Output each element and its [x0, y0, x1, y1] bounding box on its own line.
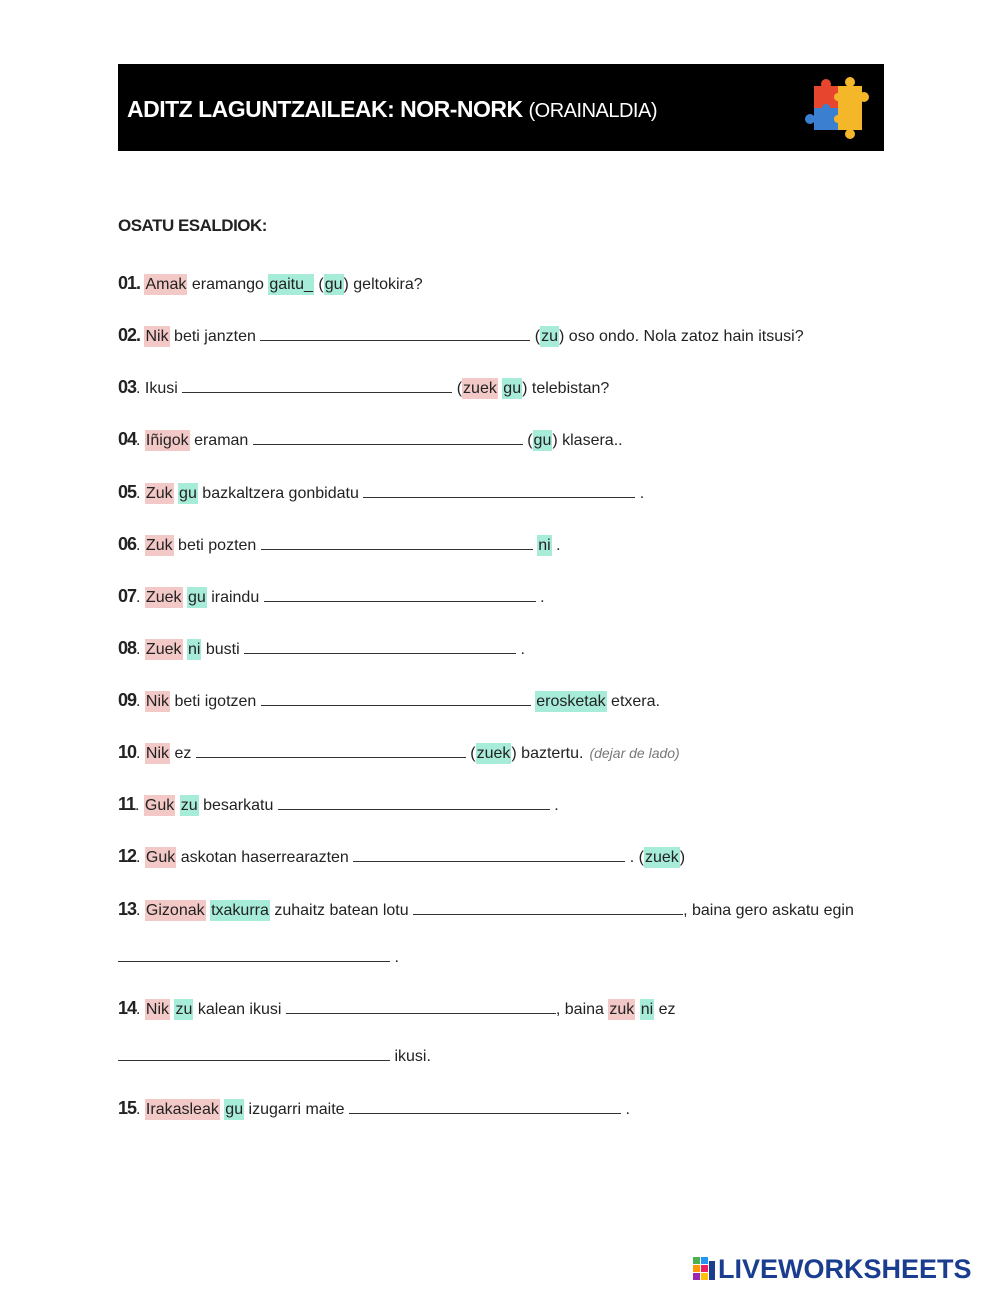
object-highlight: txakurra [211, 902, 269, 919]
sentence-text: . [136, 849, 145, 866]
object-highlight: ni [640, 1001, 654, 1018]
sentence-text: ez [654, 1001, 676, 1018]
subject-highlight: Gizonak [145, 902, 205, 919]
sentence-text: ) [679, 849, 686, 866]
title-banner [118, 64, 884, 151]
subject-highlight: Amak [145, 276, 187, 293]
sentence-text: . Ikusi [136, 380, 183, 397]
sentence-text: . [136, 693, 145, 710]
sentence-01 [118, 273, 423, 294]
sentence-text: . [136, 745, 145, 762]
worksheet-title [127, 96, 657, 123]
object-highlight: zu [541, 328, 559, 345]
sentence-text: . [136, 1001, 145, 1018]
sentence-text: ) klasera.. [552, 432, 623, 449]
sentence-05 [118, 482, 644, 503]
answer-blank[interactable] [413, 906, 683, 915]
sentence-text: beti janzten [169, 328, 261, 345]
answer-blank[interactable] [253, 436, 523, 445]
subject-highlight: Guk [145, 849, 176, 866]
sentence-12 [118, 846, 685, 867]
object-highlight: gu [187, 589, 206, 606]
brand-name: LIVEWORKSHEETS [718, 1253, 972, 1284]
sentence-number: 13 [118, 899, 137, 919]
sentence-14 [118, 998, 676, 1019]
answer-blank[interactable] [182, 384, 452, 393]
sentence-text: . [136, 902, 145, 919]
subject-highlight: Nik [145, 1001, 170, 1018]
sentence-number: 11 [118, 794, 136, 814]
sentence-text: etxera. [606, 693, 660, 710]
title-main: ADITZ LAGUNTZAILEAK: NOR-NORK [127, 96, 523, 122]
sentence-11 [118, 794, 559, 815]
sentence-text: ) oso ondo. Nola zatoz hain itsusi? [559, 328, 804, 345]
sentence-07 [118, 586, 545, 607]
sentence-text: ( [465, 745, 476, 762]
sentence-text: . [535, 589, 545, 606]
title-sub: (ORAINALDIA) [528, 100, 657, 122]
sentence-text: busti [201, 641, 245, 658]
object-highlight: gu [179, 485, 197, 502]
sentence-text: , baina [555, 1001, 609, 1018]
subject-highlight: Irakasleak [145, 1101, 219, 1118]
answer-blank[interactable] [286, 1005, 556, 1014]
liveworksheets-footer[interactable] [692, 1253, 972, 1285]
sentence-15 [118, 1098, 630, 1119]
answer-blank[interactable] [261, 697, 531, 706]
object-highlight: ni [187, 641, 201, 658]
sentence-text: , baina gero askatu egin [683, 902, 854, 919]
sentence-text: . [390, 949, 399, 966]
subject-highlight: Zuek [145, 589, 182, 606]
sentence-text: . ( [625, 849, 644, 866]
sentence-text: . [551, 537, 561, 554]
sentence-14-continued [118, 1048, 431, 1066]
sentence-number: 10 [118, 742, 137, 762]
answer-blank[interactable] [118, 953, 390, 962]
translation-note: (dejar de lado) [589, 745, 680, 761]
answer-blank[interactable] [278, 801, 550, 810]
sentence-text: . [549, 797, 559, 814]
sentence-number: 12 [118, 846, 137, 866]
answer-blank[interactable] [261, 541, 533, 550]
answer-field[interactable]: gaitu_ [269, 276, 313, 293]
exercise-heading: OSATU ESALDIOK: [118, 216, 267, 235]
sentence-number: 06 [118, 534, 137, 554]
sentence-text: ikusi. [390, 1048, 431, 1065]
puzzle-pieces-icon [804, 70, 874, 142]
subject-highlight: Nik [145, 328, 169, 345]
answer-blank[interactable] [118, 1052, 390, 1061]
sentence-text: besarkatu [198, 797, 278, 814]
sentence-text: . [635, 485, 645, 502]
sentence-06 [118, 534, 561, 555]
object-highlight: ni [538, 537, 551, 554]
sentence-text: ez [170, 745, 196, 762]
sentence-text: . [136, 432, 145, 449]
sentence-number: 14 [118, 998, 137, 1018]
sentence-10 [118, 742, 680, 763]
answer-blank[interactable] [264, 593, 536, 602]
subject-highlight: Zuek [145, 641, 182, 658]
sentence-02 [118, 325, 804, 346]
sentence-text: . [136, 537, 145, 554]
subject-highlight: zuk [609, 1001, 635, 1018]
sentence-text: askotan haserrearazten [176, 849, 354, 866]
sentence-13-continued [118, 949, 399, 967]
sentence-number: 04 [118, 429, 137, 449]
sentence-text: . [136, 589, 145, 606]
answer-blank[interactable] [244, 645, 516, 654]
sentence-text: beti pozten [173, 537, 261, 554]
sentence-text: iraindu [206, 589, 264, 606]
sentence-text: . [136, 1101, 145, 1118]
subject-highlight: Iñigok [145, 432, 189, 449]
subject-highlight: Guk [144, 797, 175, 814]
sentence-text: . [136, 641, 145, 658]
sentence-number: 07 [118, 586, 137, 606]
sentence-text: ) baztertu. [511, 745, 584, 762]
sentence-text: ) telebistan? [522, 380, 610, 397]
sentence-text: . [516, 641, 525, 658]
sentence-number: 15 [118, 1098, 137, 1118]
sentence-08 [118, 638, 525, 659]
object-highlight: erosketak [536, 693, 606, 710]
answer-blank[interactable] [349, 1105, 621, 1114]
answer-blank[interactable] [260, 332, 530, 341]
sentence-text: beti igotzen [170, 693, 261, 710]
object-highlight: zuek [476, 745, 511, 762]
sentence-number: 08 [118, 638, 137, 658]
sentence-text: eraman [189, 432, 253, 449]
sentence-text: ( [313, 276, 324, 293]
sentence-text: ( [530, 328, 541, 345]
sentence-number: 09 [118, 690, 137, 710]
answer-blank[interactable] [196, 749, 466, 758]
subject-highlight: Nik [145, 745, 170, 762]
sentence-number: 02. [118, 325, 141, 345]
sentence-text: ) geltokira? [343, 276, 423, 293]
object-highlight: zu [180, 797, 198, 814]
sentence-text: . [135, 797, 144, 814]
object-highlight: gu [533, 432, 552, 449]
subject-highlight: zuek [463, 380, 497, 397]
object-highlight: gu [324, 276, 343, 293]
sentence-number: 05 [118, 482, 137, 502]
object-highlight: zu [175, 1001, 193, 1018]
sentence-number: 01. [118, 273, 141, 293]
subject-highlight: Zuk [145, 485, 173, 502]
sentence-03 [118, 377, 609, 398]
sentence-text: zuhaitz batean lotu [269, 902, 414, 919]
sentence-text: . [621, 1101, 630, 1118]
sentence-text: kalean ikusi [193, 1001, 286, 1018]
sentence-text: eramango [187, 276, 269, 293]
answer-blank[interactable] [353, 853, 625, 862]
liveworksheets-logo-icon [692, 1256, 716, 1282]
sentence-04 [118, 429, 623, 450]
sentence-text: ( [452, 380, 463, 397]
subject-highlight: Nik [145, 693, 170, 710]
sentence-text: izugarri maite [244, 1101, 350, 1118]
sentence-text: . [136, 485, 145, 502]
object-highlight: gu [503, 380, 522, 397]
sentence-13 [118, 899, 854, 920]
sentence-09 [118, 690, 660, 711]
object-highlight: zuek [644, 849, 679, 866]
subject-highlight: Zuk [145, 537, 173, 554]
object-highlight: gu [225, 1101, 244, 1118]
sentence-number: 03 [118, 377, 137, 397]
sentence-text: bazkaltzera gonbidatu [197, 485, 364, 502]
sentence-text: ( [522, 432, 533, 449]
answer-blank[interactable] [363, 489, 635, 498]
